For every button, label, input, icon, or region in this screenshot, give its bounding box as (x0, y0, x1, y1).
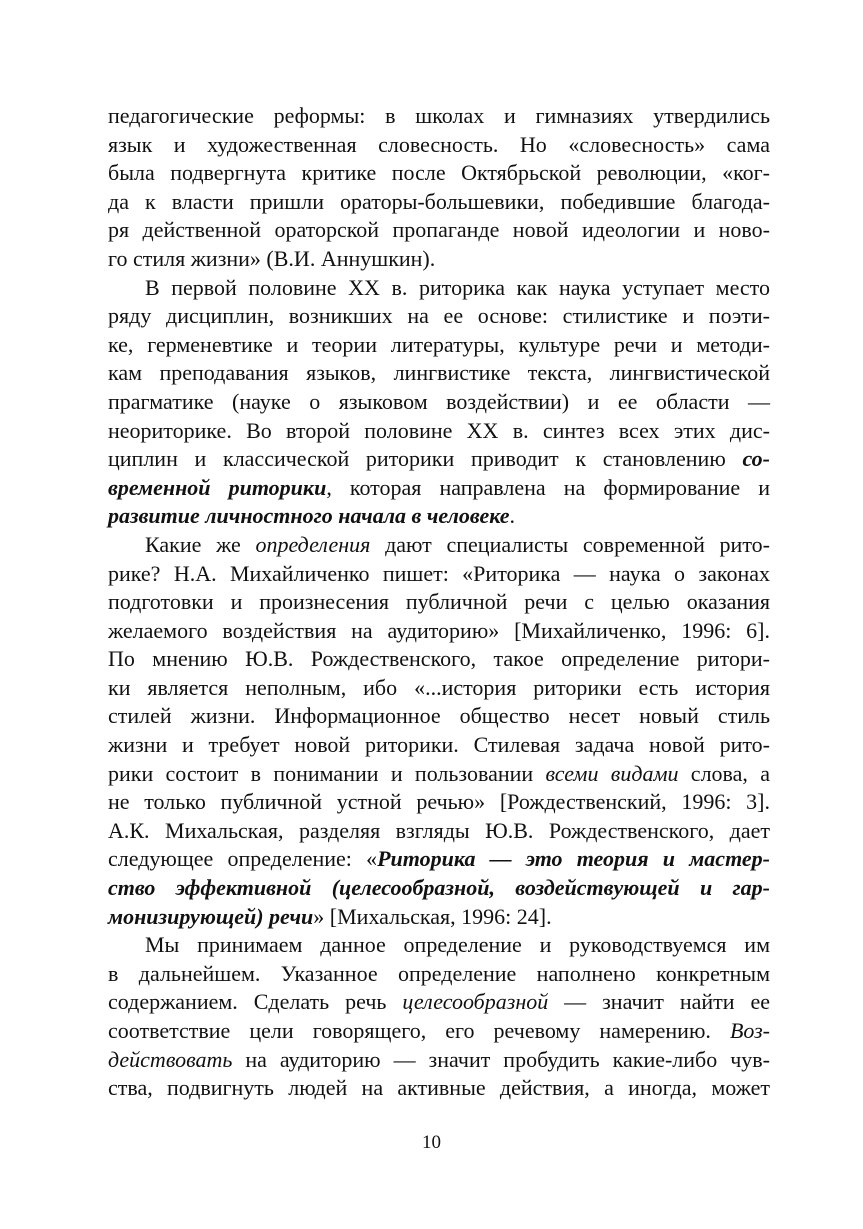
paragraph (108, 102, 770, 274)
bold-italic-text: со- (742, 446, 770, 472)
text-block (108, 102, 770, 1103)
text-run: была подвергнута критике после Октябрьской революции, «ког- (108, 160, 770, 186)
bold-italic-text: Риторика — это теория и мастер- (377, 846, 770, 872)
text-run: . (509, 503, 515, 529)
page-number: 10 (422, 1132, 441, 1153)
text-line (108, 845, 770, 874)
text-line (108, 245, 770, 274)
text-line (108, 617, 770, 646)
text-run: желаемого воздействия на аудиторию» [Михайличенко, 1996: 6]. (108, 617, 770, 643)
text-line (108, 960, 770, 989)
text-run: следующее определение: « (108, 846, 378, 872)
text-run: кам преподавания языков, лингвистике текста, лингвистической (108, 360, 770, 386)
paragraph (108, 931, 770, 1103)
italic-text: всеми видами (545, 760, 679, 786)
text-run: в дальнейшем. Указанное определение наполнено конкретным (108, 960, 770, 986)
text-line (108, 417, 770, 446)
text-run: дают специалисты современной рито- (370, 531, 770, 557)
text-run: ки является неполным, ибо «...история риторики есть история (108, 674, 770, 700)
text-run: В первой половине XX в. риторика как наука уступает место (145, 274, 770, 300)
text-run: — значит найти ее (548, 989, 770, 1015)
text-line (108, 359, 770, 388)
text-run: ке, герменевтике и теории литературы, культуре речи и методи- (108, 331, 770, 357)
text-line (108, 903, 770, 932)
text-line (108, 588, 770, 617)
text-line (108, 1046, 770, 1075)
text-line (108, 131, 770, 160)
text-run: рике? Н.А. Михайличенко пишет: «Риторика — наука о законах (108, 560, 770, 586)
text-line (108, 159, 770, 188)
text-line (108, 331, 770, 360)
text-line (108, 1074, 770, 1103)
text-line (108, 931, 770, 960)
text-line (108, 502, 770, 531)
text-run: По мнению Ю.В. Рождественского, такое определение ритори- (108, 646, 770, 672)
text-run: А.К. Михальская, разделяя взгляды Ю.В. Рождественского, дает (108, 817, 770, 843)
italic-text: Воз- (729, 1018, 770, 1043)
text-run: педагогические реформы: в школах и гимназиях утвердились (108, 103, 770, 128)
text-run: ряду дисциплин, возникших на ее основе: стилистике и поэти- (108, 303, 770, 329)
text-run: да к власти пришли ораторы-большевики, победившие благода- (108, 188, 770, 214)
text-run: , которая направлена на формирование и (326, 474, 770, 500)
text-run: Мы принимаем данное определение и руководствуемся им (145, 932, 770, 958)
text-run: » [Михальская, 1996: 24]. (313, 903, 552, 929)
text-line (108, 445, 770, 474)
text-line (108, 560, 770, 589)
text-line (108, 388, 770, 417)
bold-italic-text: временной риторики (108, 474, 327, 500)
text-run: ря действенной ораторской пропаганде новой идеологии и ново- (108, 217, 770, 243)
text-line (108, 874, 770, 903)
text-run: не только публичной устной речью» [Рождественский, 1996: 3]. (108, 789, 770, 815)
paragraph (108, 531, 770, 931)
text-run: стилей жизни. Информационное общество несет новый стиль (108, 703, 770, 729)
text-line (108, 531, 770, 560)
paragraph (108, 274, 770, 531)
text-line (108, 274, 770, 303)
text-run: слова, а (678, 760, 770, 786)
text-run: ства, подвигнуть людей на активные действия, а иногда, может (108, 1075, 770, 1101)
bold-italic-text: монизирующей) речи (108, 903, 314, 929)
text-line (108, 674, 770, 703)
text-run: циплин и классической риторики приводит к становлению (108, 446, 743, 472)
page-body (108, 102, 770, 1103)
text-run: го стиля жизни» (В.И. Аннушкин). (108, 245, 436, 271)
text-line (108, 702, 770, 731)
text-line (108, 760, 770, 789)
italic-text: целесообразной (402, 989, 549, 1015)
text-run: рики состоит в понимании и пользовании (108, 760, 546, 786)
text-line (108, 731, 770, 760)
italic-text: определения (255, 531, 371, 557)
text-line (108, 1017, 770, 1046)
text-run: неориторике. Во второй половине XX в. синтез всех этих дис- (108, 417, 770, 443)
text-run: язык и художественная словесность. Но «словесность» сама (108, 131, 770, 157)
text-line (108, 817, 770, 846)
text-run: соответствие цели говорящего, его речевому намерению. (108, 1018, 730, 1043)
bold-italic-text: ство эффективной (целесообразной, воздействующей и гар- (108, 875, 770, 901)
text-line (108, 788, 770, 817)
text-line (108, 188, 770, 217)
text-line (108, 102, 770, 131)
italic-text: действовать (108, 1046, 233, 1072)
text-run: Какие же (145, 531, 256, 557)
text-run: на аудиторию — значит пробудить какие-либо чув- (232, 1046, 770, 1072)
text-line (108, 302, 770, 331)
text-run: содержанием. Сделать речь (108, 989, 403, 1015)
text-line (108, 216, 770, 245)
bold-italic-text: развитие личностного начала в человеке (108, 503, 510, 529)
text-run: подготовки и произнесения публичной речи с целью оказания (108, 589, 770, 615)
text-line (108, 645, 770, 674)
text-run: прагматике (науке о языковом воздействии) и ее области — (108, 388, 770, 414)
text-run: жизни и требует новой риторики. Стилевая задача новой рито- (108, 732, 770, 758)
text-line (108, 988, 770, 1017)
text-line (108, 474, 770, 503)
